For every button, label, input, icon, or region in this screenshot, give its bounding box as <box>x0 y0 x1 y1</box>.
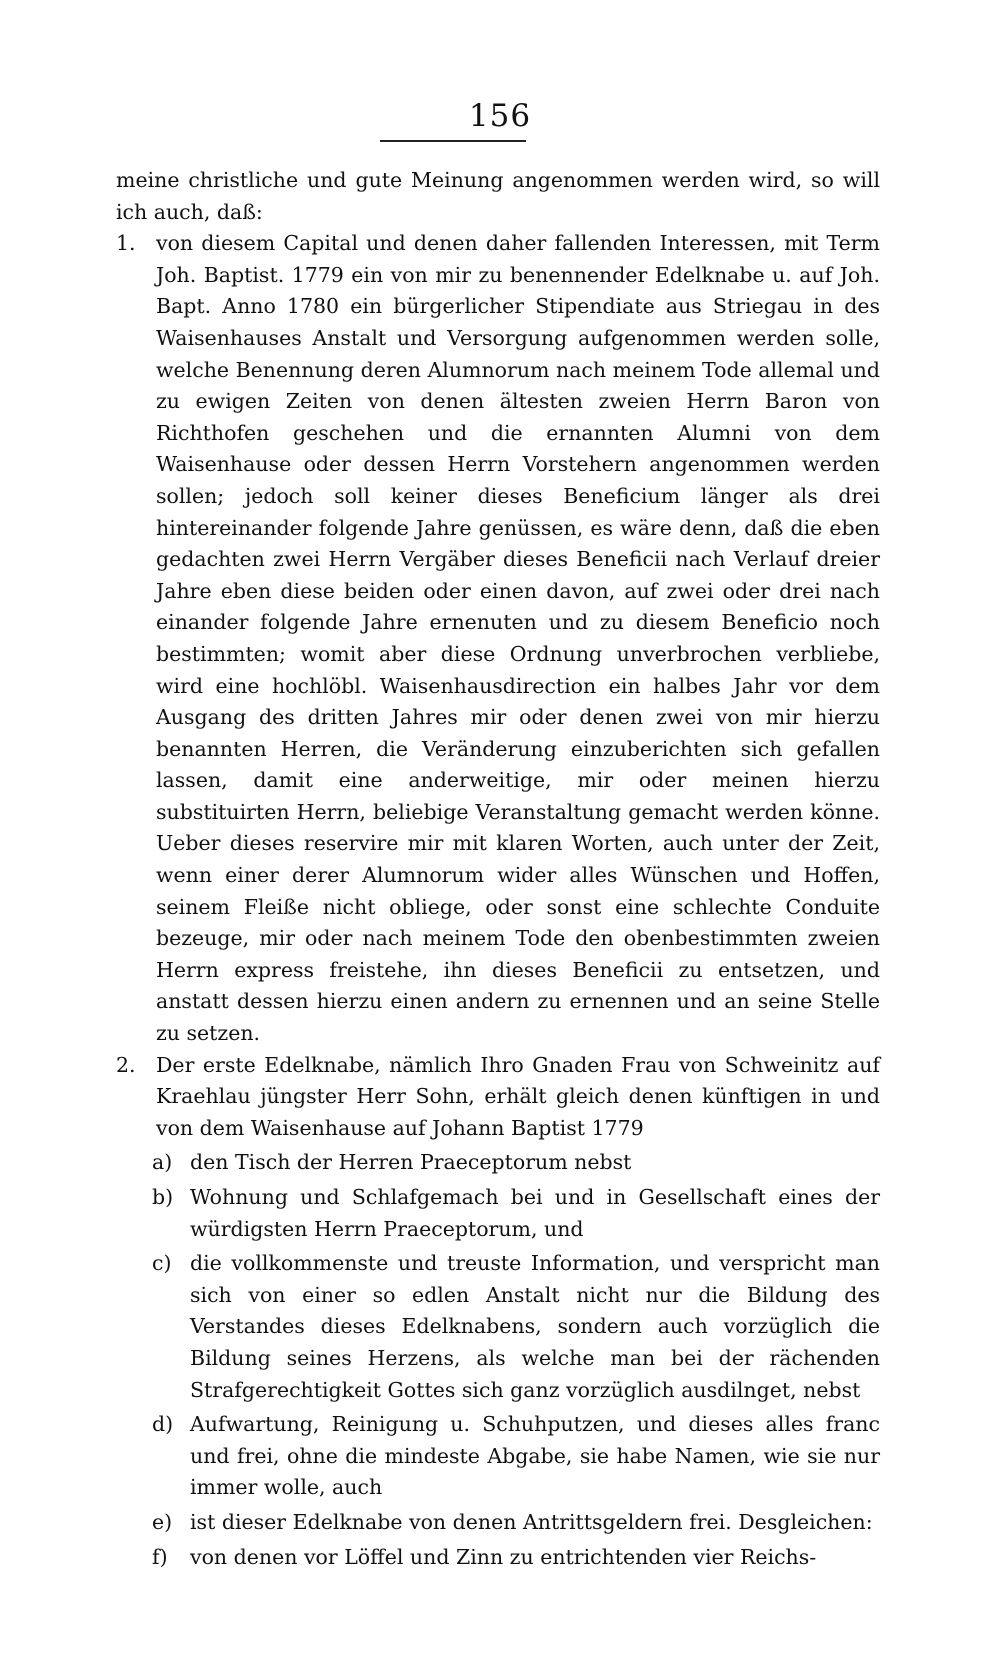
sub-item-text: den Tisch der Herren Praeceptorum nebst <box>190 1150 632 1175</box>
item-text: Der erste Edelknabe, nämlich Ihro Gnaden Frau von Schweinitz auf Kraehlau jüngster Herr Sohn, erhält gleich denen künftigen in und von dem Waisenhause auf Johann Baptist 1779 <box>156 1052 880 1140</box>
sub-item-d <box>152 1409 880 1504</box>
sub-item-label: b) <box>152 1185 174 1209</box>
intro-paragraph: meine christliche und gute Meinung angenommen werden wird, so will ich auch, daß: <box>116 168 880 224</box>
sub-item-label: f) <box>152 1544 168 1569</box>
item-text: von diesem Capital und denen daher fallenden Interessen, mit Term Joh. Baptist. 1779 ein von mir zu benennender Edelknabe u. auf Joh. Bapt. Anno 1780 ein bürgerlicher Stipendiate aus Striegau in des Waisenhauses Anstalt und Versorgung aufgenommen werden solle, welche Benennung deren Alumnorum nach meinem Tode allemal und zu ewigen Zeiten von denen ältesten zweien Herrn Baron von Richthofen geschehen und die ernannten Alumni von dem Waisenhause oder dessen Herrn Vorstehern angenommen werden sollen; jedoch soll keiner dieses Beneficium länger als drei hintereinander folgende Jahre genüssen, es wäre denn, daß die eben gedachten zwei Herrn Vergäber dieses Beneficii nach Verlauf dreier Jahre eben diese beiden oder einen davon, auf zwei oder drei nach einander folgende Jahre ernenuten und zu diesem Beneficio noch bestimmten; womit aber diese Ordnung unverbrochen verbliebe, wird eine hochlöbl. Waisenhausdirection ein halbes Jahr vor dem Ausgang des dritten Jahres mir oder denen zwei von mir hierzu benannten Herren, die Veränderung einzuberichten sich gefallen lassen, damit eine anderweitige, mir oder meinen hierzu substituirten Herrn, beliebige Veranstaltung gemacht werden könne. Ueber dieses reservire mir mit klaren Worten, auch unter der Zeit, wenn einer derer Alumnorum wider alles Wünschen und Hoffen, seinem Fleiße nicht obliege, oder sonst eine schlechte Conduite bezeuge, mir oder nach meinem Tode den obenbestimmten zweien Herrn express freistehe, ihn dieses Beneficii zu entsetzen, und anstatt dessen hierzu einen andern zu ernennen und an seine Stelle zu setzen. <box>156 231 880 1046</box>
sub-item-label: d) <box>152 1412 174 1437</box>
sub-item-text: von denen vor Löffel und Zinn zu entrichtenden vier Reichs- <box>190 1544 817 1569</box>
item-number: 1. <box>116 231 136 256</box>
sub-item-e <box>152 1507 880 1539</box>
sub-item-c <box>152 1248 880 1406</box>
sub-item-label: a) <box>152 1150 173 1175</box>
sub-item-f <box>152 1542 880 1574</box>
sub-item-label: c) <box>152 1251 172 1276</box>
list-item-1 <box>116 228 880 1049</box>
sub-item-a <box>152 1147 880 1179</box>
sub-item-b <box>152 1182 880 1245</box>
body-text <box>116 165 880 1573</box>
sub-item-text: Aufwartung, Reinigung u. Schuhputzen, und dieses alles franc und frei, ohne die mindeste Abgabe, sie habe Namen, wie sie nur immer wolle, auch <box>190 1412 880 1500</box>
sub-item-text: Wohnung und Schlafgemach bei und in Gesellschaft eines der würdigsten Herrn Praeceptorum, und <box>190 1185 880 1241</box>
list-item-2 <box>116 1050 880 1145</box>
item-number: 2. <box>116 1052 136 1077</box>
header-rule <box>380 140 526 142</box>
sub-item-text: ist dieser Edelknabe von denen Antrittsgeldern frei. Desgleichen: <box>190 1509 873 1534</box>
sub-item-label: e) <box>152 1509 173 1534</box>
sub-item-text: die vollkommenste und treuste Information, und verspricht man sich von einer so edlen Anstalt nicht nur die Bildung des Verstandes dieses Edelknabens, sondern auch vorzüglich die Bildung seines Herzens, als welche man bei der rächenden Strafgerechtigkeit Gottes sich ganz vorzüglich ausdilnget, nebst <box>190 1251 880 1402</box>
page-number: 156 <box>468 98 532 134</box>
